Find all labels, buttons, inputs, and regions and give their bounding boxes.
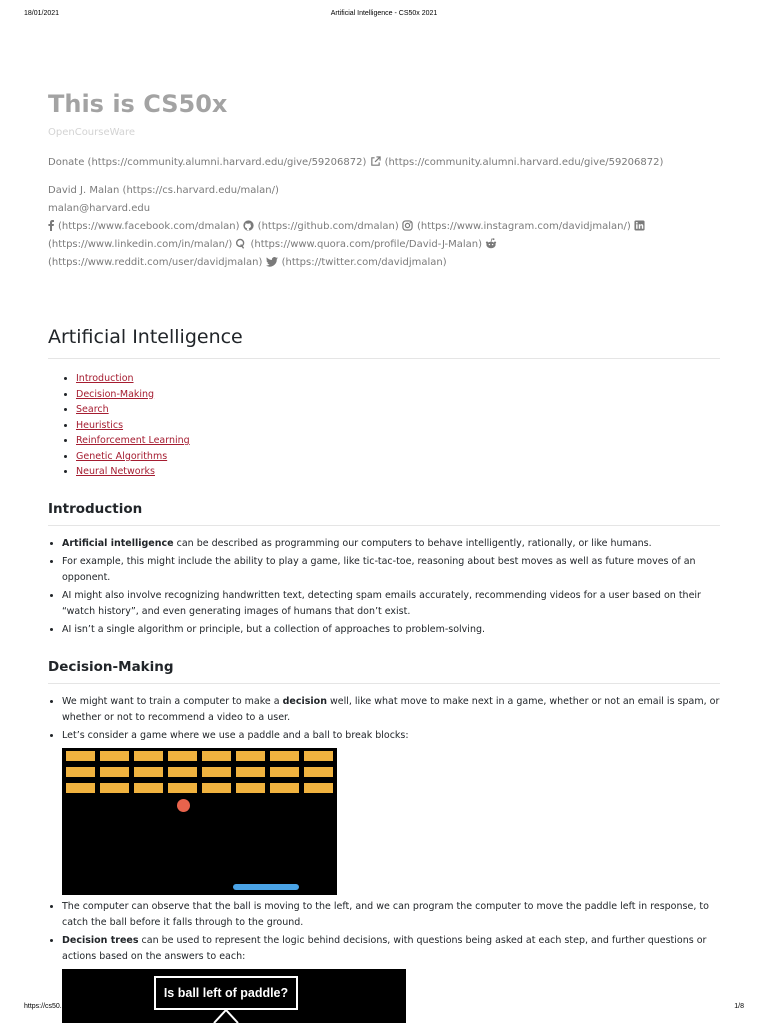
toc-link-neural-networks[interactable]: Neural Networks [76, 466, 155, 477]
site-subtitle: OpenCourseWare [48, 127, 136, 138]
site-title[interactable]: This is CS50x [48, 90, 228, 118]
donate-link[interactable]: Donate (https://community.alumni.harvard.edu/give/59206872) [48, 157, 367, 168]
toc-link-reinforcement-learning[interactable]: Reinforcement Learning [76, 435, 190, 446]
brick [100, 751, 129, 761]
toc-link-genetic-algorithms[interactable]: Genetic Algorithms [76, 450, 168, 462]
quora-link[interactable]: (https://www.quora.com/profile/David-J-Malan) [250, 239, 483, 250]
table-of-contents [48, 371, 720, 480]
list-item: • For example, this might include the ability to play a game, like tic-tac-toe, reasoning about best moves as well as future moves of an opponent. [62, 554, 720, 586]
brick [270, 783, 299, 793]
author-link[interactable]: David J. Malan (https://cs.harvard.edu/malan/) [48, 185, 279, 196]
brick [134, 751, 163, 761]
print-title: Artificial Intelligence - CS50x 2021 [330, 10, 438, 17]
page-title: Artificial Intelligence [48, 324, 720, 359]
list-text: well, like what move to make next in a game, whether or not an email is spam, or whether or not to recommend a video to a user. [62, 695, 720, 723]
paddle [233, 884, 299, 890]
donate-line [48, 154, 720, 172]
external-link-icon[interactable] [370, 156, 381, 167]
brick [134, 783, 163, 793]
decision-making-list [48, 694, 720, 1023]
brick [270, 751, 299, 761]
instagram-link[interactable]: (https://www.instagram.com/davidjmalan/) [416, 221, 631, 232]
brick [100, 767, 129, 777]
bold-term: decision [282, 695, 327, 707]
toc-item [76, 371, 720, 387]
breakout-game-image [62, 748, 337, 895]
brick [168, 767, 197, 777]
brick [304, 783, 333, 793]
introduction-heading: Introduction [48, 500, 720, 526]
twitter-icon[interactable] [266, 257, 278, 267]
print-date: 18/01/2021 [24, 10, 60, 17]
brick [66, 751, 95, 761]
list-item: • AI isn’t a single algorithm or principle, but a collection of approaches to problem-solving. [62, 622, 720, 638]
ball [177, 799, 190, 812]
brick [168, 751, 197, 761]
brick [66, 767, 95, 777]
list-item: • AI might also involve recognizing handwritten text, detecting spam emails accurately, recommending videos for a user based on their “watch history”, and even generating images of humans that don’t exist. [62, 588, 720, 620]
linkedin-link[interactable]: (https://www.linkedin.com/in/malan/) [48, 239, 233, 250]
decision-tree-branch [62, 969, 406, 1023]
twitter-link[interactable]: (https://twitter.com/davidjmalan) [281, 257, 447, 268]
toc-item [76, 418, 720, 434]
brick [236, 767, 265, 777]
brick [202, 751, 231, 761]
list-item [62, 536, 720, 552]
list-item [62, 694, 720, 726]
author-block [48, 182, 720, 272]
author-email[interactable]: malan@harvard.edu [48, 203, 151, 214]
toc-item [76, 433, 720, 449]
brick [202, 767, 231, 777]
facebook-link[interactable]: (https://www.facebook.com/dmalan) [58, 221, 240, 232]
print-header [24, 10, 744, 17]
brick [202, 783, 231, 793]
toc-item [76, 464, 720, 480]
decision-tree-image [62, 969, 406, 1023]
instagram-icon[interactable] [402, 220, 413, 231]
toc-item [76, 387, 720, 403]
decision-tree-node: Is ball left of paddle? [154, 976, 298, 1010]
social-links [48, 218, 720, 272]
list-item [62, 728, 720, 895]
toc-item [76, 449, 720, 465]
toc-link-introduction[interactable]: Introduction [76, 373, 134, 384]
print-page-number: 1/8 [734, 1003, 744, 1010]
brick [304, 767, 333, 777]
list-item: • The computer can observe that the ball is moving to the left, and we can program the computer to move the paddle left in response, to catch the ball before it falls through to the ground. [62, 899, 720, 931]
github-icon[interactable] [243, 220, 254, 231]
reddit-link[interactable]: (https://www.reddit.com/user/davidjmalan) [48, 257, 263, 268]
print-footer [24, 1003, 744, 1010]
bold-term: Decision trees [62, 934, 139, 946]
brick [66, 783, 95, 793]
brick [304, 751, 333, 761]
list-text: We might want to train a computer to make a [62, 695, 283, 707]
reddit-icon[interactable] [485, 238, 497, 249]
introduction-list [48, 536, 720, 638]
facebook-icon[interactable] [48, 220, 54, 231]
toc-item [76, 402, 720, 418]
brick [236, 783, 265, 793]
toc-link-heuristics[interactable]: Heuristics [76, 419, 124, 431]
decision-making-heading: Decision-Making [48, 658, 720, 684]
brick [270, 767, 299, 777]
page-content [48, 88, 720, 1027]
list-text: Let’s consider a game where we use a paddle and a ball to break blocks: [62, 729, 409, 741]
linkedin-icon[interactable] [634, 220, 645, 231]
quora-icon[interactable] [235, 238, 246, 249]
brick [168, 783, 197, 793]
brick [100, 783, 129, 793]
brick [134, 767, 163, 777]
toc-link-decision-making[interactable]: Decision-Making [76, 388, 155, 400]
list-text: can be used to represent the logic behind decisions, with questions being asked at each step, and further questions or actions based on the answers to each: [62, 934, 707, 962]
brick [236, 751, 265, 761]
donate-link-url[interactable]: (https://community.alumni.harvard.edu/give/59206872) [384, 157, 664, 168]
list-text: can be described as programming our computers to behave intelligently, rationally, or like humans. [173, 537, 652, 549]
bold-term: Artificial intelligence [62, 537, 174, 549]
github-link[interactable]: (https://github.com/dmalan) [257, 221, 399, 232]
print-url: https://cs50.harvard.edu/x/2021/notes/ai/ [24, 1003, 151, 1010]
toc-link-search[interactable]: Search [76, 404, 109, 415]
